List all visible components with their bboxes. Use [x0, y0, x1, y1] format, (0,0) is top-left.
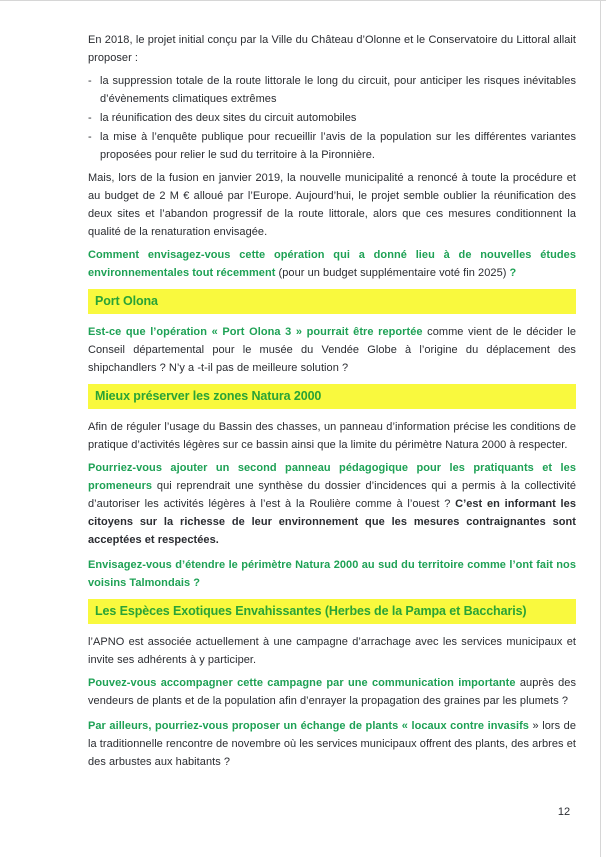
bullet-text-suppression-route: la suppression totale de la route littorale le long du circuit, pour anticiper les risques inévitables d’évènements climatiques extrêmes	[100, 75, 576, 105]
bullet-text-enquete-publique: la mise à l’enquête publique pour recueillir l’avis de la population sur les différentes variantes proposées pour relier le sud du territoire à la Pironnière.	[100, 131, 576, 161]
paragraph-apno-campagne	[88, 633, 576, 669]
paragraph-text: l’APNO est associée actuellement à une campagne d’arrachage avec les services municipaux et invite ses adhérents à y participer.	[88, 636, 576, 666]
question-body: qui reprendrait une synthèse du dossier d’incidences qui a permis à la collectivité d’autoriser les activités légères à l’est à la Roulière comme à l’ouest ?	[88, 480, 576, 510]
question-etendre-perimetre	[88, 556, 576, 592]
question-bold-conclusion: C’est en informant les citoyens sur la richesse de leur environnement que les mesures contraignantes sont acceptées et respectées.	[88, 498, 576, 546]
section-heading-especes-exotiques	[88, 599, 576, 624]
section-heading-text: Les Espèces Exotiques Envahissantes (Herbes de la Pampa et Baccharis)	[95, 604, 527, 618]
list-item	[88, 128, 576, 164]
question-highlight: Par ailleurs, pourriez-vous proposer un échange de plants « locaux contre invasifs	[88, 720, 529, 732]
question-highlight: Est-ce que l’opération « Port Olona 3 » pourrait être reportée	[88, 326, 423, 338]
question-highlight: Comment envisagez-vous cette opération qui a donné lieu à de nouvelles études environnementales tout récemment	[88, 249, 576, 279]
question-communication-importante	[88, 674, 576, 710]
question-second-panneau	[88, 459, 576, 549]
question-port-olona-3	[88, 323, 576, 377]
section-heading-natura-2000	[88, 384, 576, 409]
section-heading-text: Mieux préserver les zones Natura 2000	[95, 389, 322, 403]
page-right-border	[600, 0, 601, 857]
question-mark: ?	[506, 267, 517, 279]
section-heading-text: Port Olona	[95, 294, 158, 308]
question-highlight: Envisagez-vous d’étendre le périmètre Natura 2000 au sud du territoire comme l’ont fait nos voisins Talmondais ?	[88, 559, 576, 589]
question-echange-plants	[88, 717, 576, 771]
question-highlight: Pouvez-vous accompagner cette campagne par une communication importante	[88, 677, 516, 689]
question-highlight: Pourriez-vous ajouter un second panneau pédagogique pour les pratiquants et les promeneurs	[88, 462, 576, 492]
fusion-paragraph-text: Mais, lors de la fusion en janvier 2019, la nouvelle municipalité a renoncé à toute la procédure et au budget de 2 M € alloué par l’Europe. Aujourd’hui, le projet semble oublier la réunification des deux sites et l’abandon progressif de la route littorale, alors que ces mesures conditionnent la qualité de la renaturation envisagée.	[88, 172, 576, 238]
question-body: » lors de la traditionnelle rencontre de novembre où les services municipaux offrent des plants, des arbres et des arbustes aux habitants ?	[88, 720, 576, 768]
list-item	[88, 72, 576, 108]
bullet-marker: -	[88, 75, 92, 87]
fusion-paragraph	[88, 169, 576, 241]
bullet-list	[88, 72, 576, 164]
bullet-text-reunification-sites: la réunification des deux sites du circuit automobiles	[100, 112, 357, 124]
section-heading-port-olona	[88, 289, 576, 314]
list-item	[88, 109, 576, 127]
question-etudes-environnementales	[88, 246, 576, 282]
bullet-marker: -	[88, 112, 92, 124]
intro-paragraph-text: En 2018, le projet initial conçu par la Ville du Château d’Olonne et le Conservatoire du Littoral allait proposer :	[88, 34, 576, 64]
paragraph-bassin-des-chasses	[88, 418, 576, 454]
question-body: comme vient de le décider le Conseil départemental pour le musée du Vendée Globe à l’origine du déplacement des shipchandlers ? N’y a -t-il pas de meilleure solution ?	[88, 326, 576, 374]
intro-paragraph	[88, 31, 576, 67]
bullet-marker: -	[88, 131, 92, 143]
paragraph-text: Afin de réguler l’usage du Bassin des chasses, un panneau d’information précise les conditions de pratique d’activités légères sur ce bassin ainsi que la limite du périmètre Natura 2000 à respecter.	[88, 421, 576, 451]
page-content	[88, 31, 576, 778]
question-body: auprès des vendeurs de plants et de la population afin d’enrayer la propagation des graines par les plumets ?	[88, 677, 576, 707]
page-number: 12	[557, 806, 571, 818]
question-parenthetical: (pour un budget supplémentaire voté fin 2025)	[275, 267, 507, 279]
page-top-border	[0, 0, 606, 1]
